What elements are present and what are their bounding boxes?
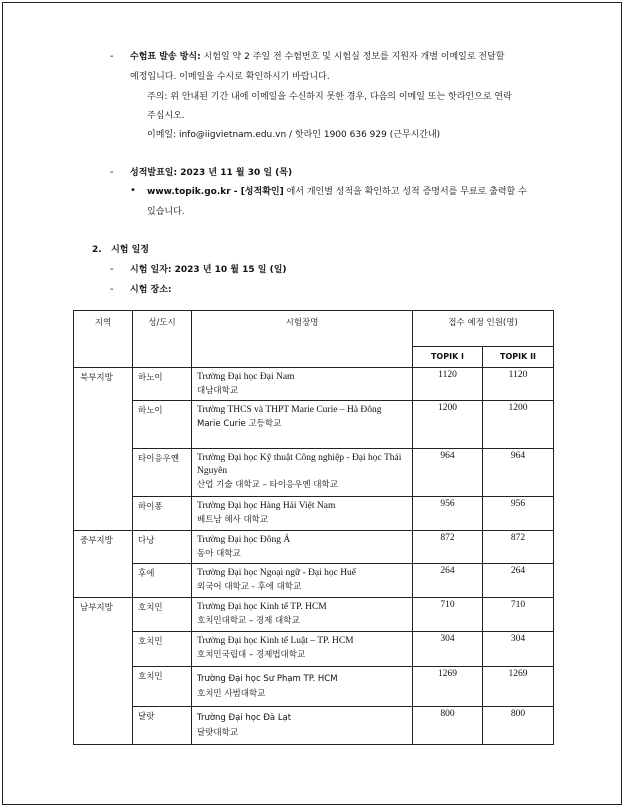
venue-vn: Trường Đại học Ngoại ngữ - Đại học Huế <box>197 568 357 578</box>
list-dash: - <box>110 167 114 178</box>
city-cell: 하노이 <box>133 368 192 401</box>
ticket-text-1: 시험일 약 2 주일 전 수험번호 및 시험실 정보를 지원자 개별 이메일로 전달할 <box>203 52 505 62</box>
table-row <box>74 667 554 707</box>
list-dash: - <box>110 264 114 275</box>
schedule-date: 시험 일자: 2023 년 10 월 15 일 (일) <box>130 265 287 275</box>
venue-vn: Trường Đại học Đông Á <box>197 535 291 545</box>
venue-cell <box>192 632 413 667</box>
venue-cell <box>192 564 413 598</box>
venue-kr: 외국어 대학교 - 후에 대학교 <box>197 582 302 592</box>
venue-vn: Trường Đại học Đà Lạt <box>197 713 292 723</box>
region-cell: 북부지방 <box>74 368 133 531</box>
venue-kr: 베트남 해사 대학교 <box>197 515 269 525</box>
venue-vn: Trường Đại học Kỹ thuật Công nghiệp - Đại học Thái Nguyên <box>197 453 402 476</box>
topik1-cell: 710 <box>413 598 483 632</box>
topik1-cell: 304 <box>413 632 483 667</box>
table-row <box>74 707 554 745</box>
topik1-cell: 872 <box>413 531 483 564</box>
venue-kr: 달랏대학교 <box>197 728 239 738</box>
result-menu: [성적확인] <box>240 187 284 197</box>
venue-kr: Marie Curie 고등학교 <box>197 419 282 429</box>
table-row <box>74 564 554 598</box>
topik2-cell: 800 <box>483 707 554 745</box>
topik1-cell: 1200 <box>413 401 483 449</box>
venue-vn: Trường Đại học Kinh tế TP. HCM <box>197 602 327 612</box>
ticket-line-1 <box>130 51 505 63</box>
venue-vn: Trường THCS và THPT Marie Curie – Hà Đông <box>197 405 382 415</box>
result-line-1 <box>147 186 527 198</box>
header-city: 성/도시 <box>133 311 192 368</box>
topik2-cell: 1269 <box>483 667 554 707</box>
topik2-cell: 872 <box>483 531 554 564</box>
city-cell: 타이응우옌 <box>133 449 192 497</box>
venue-table <box>73 310 554 745</box>
ticket-label: 수험표 발송 방식: <box>130 52 201 62</box>
topik1-cell: 964 <box>413 449 483 497</box>
city-cell: 하이퐁 <box>133 497 192 531</box>
venue-vn: Trường Đại học Đại Nam <box>197 372 295 382</box>
venue-cell <box>192 449 413 497</box>
topik1-cell: 1269 <box>413 667 483 707</box>
venue-cell <box>192 497 413 531</box>
topik2-cell: 264 <box>483 564 554 598</box>
city-cell: 하노이 <box>133 401 192 449</box>
result-sep: - <box>230 187 241 197</box>
schedule-place: 시험 장소: <box>130 285 172 295</box>
topik2-cell: 710 <box>483 598 554 632</box>
topik2-cell: 1200 <box>483 401 554 449</box>
table-row <box>74 449 554 497</box>
city-cell: 호치민 <box>133 598 192 632</box>
result-text-1: 에서 개인별 성적을 확인하고 성적 증명서를 무료로 출력할 수 <box>283 187 527 197</box>
list-dash: - <box>110 51 114 62</box>
venue-kr: 산업 기술 대학교 – 타이응우옌 대학교 <box>197 480 338 490</box>
venue-kr: 대남대학교 <box>197 386 239 396</box>
table-row <box>74 632 554 667</box>
bullet-icon: • <box>130 185 136 196</box>
ticket-text-2: 예정입니다. 이메일을 수시로 확인하시기 바랍니다. <box>130 72 330 82</box>
venue-kr: 호치민 사범대학교 <box>197 689 266 699</box>
ticket-note-1: 주의: 위 안내된 기간 내에 이메일을 수신하지 못한 경우, 다음의 이메일 또는 핫라인으로 연락 <box>147 92 512 102</box>
table-row <box>74 598 554 632</box>
city-cell: 달랏 <box>133 707 192 745</box>
header-venue: 시험장명 <box>192 311 413 368</box>
venue-cell <box>192 598 413 632</box>
table-row <box>74 401 554 449</box>
city-cell: 호치민 <box>133 632 192 667</box>
venue-kr: 동아 대학교 <box>197 549 241 559</box>
venue-kr: 호치민대학교 – 경제 대학교 <box>197 616 300 626</box>
ticket-note-2: 주십시오. <box>147 111 185 121</box>
header-region: 지역 <box>74 311 133 368</box>
venue-cell <box>192 707 413 745</box>
venue-vn: Trường Đại học Hàng Hải Việt Nam <box>197 501 336 511</box>
topik2-cell: 956 <box>483 497 554 531</box>
table-row <box>74 368 554 401</box>
region-cell: 남부지방 <box>74 598 133 745</box>
topik-site-link[interactable]: www.topik.go.kr <box>147 187 231 197</box>
city-cell: 다낭 <box>133 531 192 564</box>
venue-cell <box>192 368 413 401</box>
venue-kr: 호치민국립대 – 경제법대학교 <box>197 650 306 660</box>
topik1-cell: 1120 <box>413 368 483 401</box>
list-dash: - <box>110 284 114 295</box>
topik1-cell: 264 <box>413 564 483 598</box>
topik1-cell: 956 <box>413 497 483 531</box>
city-cell: 호치민 <box>133 667 192 707</box>
header-topik1: TOPIK I <box>413 347 483 368</box>
venue-cell <box>192 667 413 707</box>
venue-vn: Trường Đại học Kinh tế Luật – TP. HCM <box>197 636 354 646</box>
topik2-cell: 304 <box>483 632 554 667</box>
venue-vn: Trường Đại học Sư Phạm TP. HCM <box>197 674 338 684</box>
venue-cell <box>192 401 413 449</box>
header-capacity: 접수 예정 인원(명) <box>413 311 554 347</box>
ticket-contact: 이메일: info@iigvietnam.edu.vn / 핫라인 1900 636 929 (근무시간내) <box>147 130 441 140</box>
topik2-cell: 964 <box>483 449 554 497</box>
table-row <box>74 497 554 531</box>
venue-cell <box>192 531 413 564</box>
topik1-cell: 800 <box>413 707 483 745</box>
schedule-heading: 2. 시험 일정 <box>92 245 149 255</box>
result-text-2: 있습니다. <box>147 207 185 217</box>
topik2-cell: 1120 <box>483 368 554 401</box>
result-label: 성적발표일: 2023 년 11 월 30 일 (목) <box>130 168 293 178</box>
city-cell: 후에 <box>133 564 192 598</box>
header-topik2: TOPIK II <box>483 347 554 368</box>
region-cell: 중부지방 <box>74 531 133 598</box>
table-row <box>74 531 554 564</box>
